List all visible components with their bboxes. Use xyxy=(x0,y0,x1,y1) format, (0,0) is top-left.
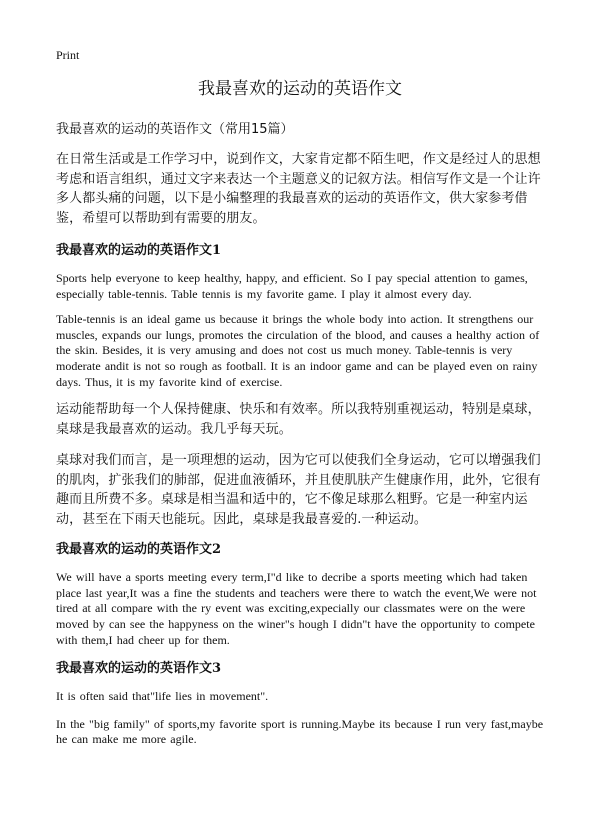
section-1-english-paragraph-2: Table-tennis is an ideal game us because it brings the whole body into action. It strengthens our muscles, expands our lungs, promotes the circulation of the blood, and causes a healthy action of the skin. Besides, it is very amusing and does not cost us much money. Table-tennis is very moderate andit is not so rough as football. It is an indoor game and can be played even on rainy days. Thus, it is my favorite kind of exercise. xyxy=(56,312,540,389)
page-title: 我最喜欢的运动的英语作文 xyxy=(198,79,402,99)
intro-paragraph: 在日常生活或是工作学习中，说到作文，大家肯定都不陌生吧，作文是经过人的思想考虑和语言组织，通过文字来表达一个主题意义的记叙方法。相信写作文是一个让许多人都头痛的问题，以下是小编整理的我最喜欢的运动的英语作文，供大家参考借鉴，希望可以帮助到有需要的朋友。 xyxy=(56,152,541,226)
section-heading-2: 我最喜欢的运动的英语作文2 xyxy=(56,542,222,558)
section-1-chinese-paragraph-1: 运动能帮助每一个人保持健康、快乐和有效率。所以我特别重视运动，特别是桌球，桌球是我最喜欢的运动。我几乎每天玩。 xyxy=(56,402,541,437)
section-1-english-paragraph-1: Sports help everyone to keep healthy, happy, and efficient. So I pay special attention to games, especially table-tennis. Table tennis is my favorite game. I play it almost every day. xyxy=(56,271,528,301)
section-1-chinese-paragraph-2: 桌球对我们而言，是一项理想的运动，因为它可以使我们全身运动，它可以增强我们的肌肉，扩张我们的肺部，促进血液循环，并且使肌肤产生健康作用，此外，它很有趣而且所费不多。桌球是相当温和适中的，它不像足球那么粗野。它是一种室内运动，甚至在下雨天也能玩。因此，桌球是我最喜爱的.一种运动。 xyxy=(56,453,541,527)
section-2-english-paragraph-1: We will have a sports meeting every term,I"d like to decribe a sports meeting which had taken place last year,It was a fine the students and teachers were there to watch the event,We were not tired at all compare with the ry event was exciting,expecially our classmates were on the were moved by can see the happyness on the winer"s hough I didn"t have the opportunity to compete with them,I had cheer up for them. xyxy=(56,570,537,647)
section-3-english-paragraph-1: It is often said that"life lies in movement". xyxy=(56,689,269,704)
document-subtitle: 我最喜欢的运动的英语作文（常用15篇） xyxy=(56,122,294,137)
section-heading-1: 我最喜欢的运动的英语作文1 xyxy=(56,243,222,258)
print-link[interactable]: Print xyxy=(56,48,80,62)
section-3-english-paragraph-2: In the "big family" of sports,my favorite sport is running.Maybe its because I run very fast,maybe he can make me more agile. xyxy=(56,716,544,747)
document-body xyxy=(56,122,548,758)
section-heading-3: 我最喜欢的运动的英语作文3 xyxy=(56,661,222,677)
